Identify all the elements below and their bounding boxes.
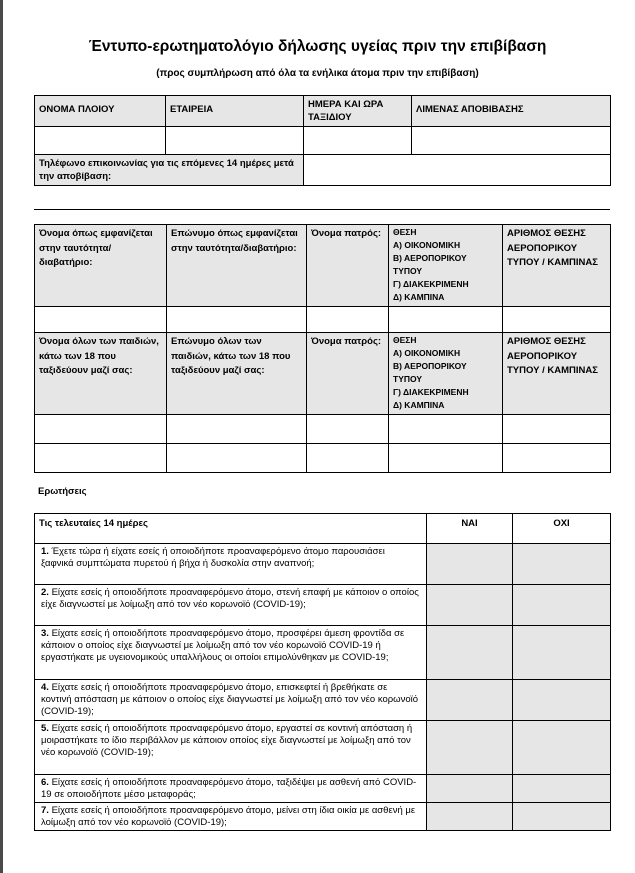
child-first-name-field[interactable]: [35, 444, 167, 473]
adult-last-name-header: Επώνυμο όπως εμφανίζεται στην ταυτότητα/διαβατήριο:: [167, 225, 307, 307]
question-1-yes[interactable]: [427, 544, 513, 585]
children-first-name-header: Όνομα όλων των παιδιών, κάτω των 18 που ταξιδεύουν μαζί σας:: [35, 333, 167, 415]
seat-option: Α) ΟΙΚΟΝΟΜΙΚΗ: [393, 240, 461, 250]
questions-heading: Ερωτήσεις: [38, 486, 87, 497]
adult-father-name-field[interactable]: [307, 307, 389, 333]
question-3-no[interactable]: [513, 626, 611, 680]
ship-name-field[interactable]: [35, 127, 166, 155]
question-2-no[interactable]: [513, 585, 611, 626]
trip-date-field[interactable]: [304, 127, 412, 155]
seat-option: Δ) ΚΑΜΠΙΝΑ: [393, 292, 445, 302]
question-text: Είχατε εσείς ή οποιοδήποτε προαναφερόμενο άτομο, μείνει στη ίδια οικία με ασθενή με λοίμωξη από τον νέο κορωνοϊό (COVID-19);: [41, 805, 416, 828]
child-father-name-field[interactable]: [307, 444, 389, 473]
question-1: 1. Έχετε τώρα ή είχατε εσείς ή οποιοδήποτε προαναφερόμενο άτομο παρουσιάσει ξαφνικά συμπτώματα πυρετού ή βήχα ή δυσκολία στην αναπνοή;: [35, 544, 427, 585]
company-field[interactable]: [166, 127, 304, 155]
children-father-name-header: Όνομα πατρός:: [307, 333, 389, 415]
question-5: 5. Είχατε εσείς ή οποιοδήποτε προαναφερόμενο άτομο, εργαστεί σε κοντινή απόσταση ή μοιραστήκατε το ίδιο περιβάλλον με κάποιον οποίος είχε διαγνωστεί με λοίμωξη από τον νέο κορωνοϊό (COVID-19);: [35, 721, 427, 775]
question-7: 7. Είχατε εσείς ή οποιοδήποτε προαναφερόμενο άτομο, μείνει στη ίδια οικία με ασθενή με λοίμωξη από τον νέο κορωνοϊό (COVID-19);: [35, 803, 427, 831]
adult-seat-class-header: [389, 225, 503, 307]
passenger-table: [34, 224, 611, 473]
seat-option: Γ) ΔΙΑΚΕΚΡΙΜΕΝΗ: [393, 387, 469, 397]
period-header: Τις τελευταίες 14 ημέρες: [35, 514, 427, 544]
adult-seat-number-field[interactable]: [503, 307, 611, 333]
child-first-name-field[interactable]: [35, 415, 167, 444]
child-seat-number-field[interactable]: [503, 444, 611, 473]
question-text: Είχατε εσείς ή οποιοδήποτε προαναφερόμενο άτομο, εργαστεί σε κοντινή απόσταση ή μοιραστήκατε το ίδιο περιβάλλον με κάποιον οποίος είχε διαγνωστεί με λοίμωξη από τον νέο κορωνοϊό (COVID-19);: [41, 723, 413, 758]
seat-option: Β) ΑΕΡΟΠΟΡΙΚΟΥ ΤΥΠΟΥ: [393, 253, 467, 276]
question-5-yes[interactable]: [427, 721, 513, 775]
question-7-no[interactable]: [513, 803, 611, 831]
seat-option: ΘΕΣΗ: [393, 227, 417, 237]
question-4-yes[interactable]: [427, 680, 513, 721]
question-2-yes[interactable]: [427, 585, 513, 626]
phone-label: Τηλέφωνο επικοινωνίας για τις επόμενες 14 ημέρες μετά την αποβίβαση:: [35, 155, 304, 186]
question-text: Είχατε εσείς ή οποιοδήποτε προαναφερόμενο άτομο, προσφέρει άμεση φροντίδα σε κάποιον ο οποίος είχε διαγνωστεί με λοίμωξη από τον νέο κορωνοϊό COVID-19 ή εργαστήκατε με υγειονομικούς υπαλλήλους οι οποίοι επιμολύνθηκαν με COVID-19;: [41, 628, 405, 663]
company-header: ΕΤΑΙΡΕΙΑ: [166, 96, 304, 127]
seat-option: Α) ΟΙΚΟΝΟΜΙΚΗ: [393, 348, 461, 358]
no-header: ΟΧΙ: [513, 514, 611, 544]
question-text: Έχετε τώρα ή είχατε εσείς ή οποιοδήποτε προαναφερόμενο άτομο παρουσιάσει ξαφνικά συμπτώματα πυρετού ή βήχα ή δυσκολία στην αναπνοή;: [41, 546, 385, 569]
question-6-yes[interactable]: [427, 775, 513, 803]
children-last-name-header: Επώνυμο όλων των παιδιών, κάτω των 18 που ταξιδεύουν μαζί σας:: [167, 333, 307, 415]
seat-option: Β) ΑΕΡΟΠΟΡΙΚΟΥ ΤΥΠΟΥ: [393, 361, 467, 384]
ship-name-header: ΟΝΟΜΑ ΠΛΟΙΟΥ: [35, 96, 166, 127]
adult-seat-class-field[interactable]: [389, 307, 503, 333]
section-divider: [34, 209, 610, 210]
child-seat-number-field[interactable]: [503, 415, 611, 444]
trip-info-table: [34, 95, 611, 186]
question-4: 4. Είχατε εσείς ή οποιοδήποτε προαναφερόμενο άτομο, επισκεφτεί ή βρεθήκατε σε κοντινή απόσταση με κάποιον ο οποίος είχε διαγνωστεί με λοίμωξη από τον νέο κορωνοϊό (COVID-19);: [35, 680, 427, 721]
seat-option: ΘΕΣΗ: [393, 335, 417, 345]
adult-last-name-field[interactable]: [167, 307, 307, 333]
question-6-no[interactable]: [513, 775, 611, 803]
question-2: 2. Είχατε εσείς ή οποιοδήποτε προαναφερόμενο άτομο, στενή επαφή με κάποιον ο οποίος είχε διαγνωστεί με λοίμωξη από τον νέο κορωνοϊό (COVID-19);: [35, 585, 427, 626]
seat-option: Γ) ΔΙΑΚΕΚΡΙΜΕΝΗ: [393, 279, 469, 289]
question-1-no[interactable]: [513, 544, 611, 585]
child-seat-class-field[interactable]: [389, 415, 503, 444]
question-3-yes[interactable]: [427, 626, 513, 680]
phone-field[interactable]: [304, 155, 611, 186]
yes-header: ΝΑΙ: [427, 514, 513, 544]
adult-father-name-header: Όνομα πατρός:: [307, 225, 389, 307]
child-last-name-field[interactable]: [167, 444, 307, 473]
question-4-no[interactable]: [513, 680, 611, 721]
child-seat-class-field[interactable]: [389, 444, 503, 473]
port-header: ΛΙΜΕΝΑΣ ΑΠΟΒΙΒΑΣΗΣ: [412, 96, 611, 127]
question-text: Είχατε εσείς ή οποιοδήποτε προαναφερόμενο άτομο, επισκεφτεί ή βρεθήκατε σε κοντινή απόσταση με κάποιον ο οποίος είχε διαγνωστεί με λοίμωξη από τον νέο κορωνοϊό (COVID-19);: [41, 682, 419, 717]
question-6: 6. Είχατε εσείς ή οποιοδήποτε προαναφερόμενο άτομο, ταξιδέψει με ασθενή από COVID-19 σε οποιοδήποτε μέσο μεταφοράς;: [35, 775, 427, 803]
adult-first-name-header: Όνομα όπως εμφανίζεται στην ταυτότητα/ διαβατήριο:: [35, 225, 167, 307]
question-7-yes[interactable]: [427, 803, 513, 831]
children-seat-class-header: [389, 333, 503, 415]
form-title: Έντυπο-ερωτηματολόγιο δήλωσης υγείας πριν την επιβίβαση: [88, 38, 547, 55]
question-5-no[interactable]: [513, 721, 611, 775]
child-last-name-field[interactable]: [167, 415, 307, 444]
trip-date-header: ΗΜΕΡΑ ΚΑΙ ΩΡΑ ΤΑΞΙΔΙΟΥ: [304, 96, 412, 127]
page-edge-line: [0, 0, 3, 873]
child-father-name-field[interactable]: [307, 415, 389, 444]
question-text: Είχατε εσείς ή οποιοδήποτε προαναφερόμενο άτομο, στενή επαφή με κάποιον ο οποίος είχε διαγνωστεί με λοίμωξη από τον νέο κορωνοϊό (COVID-19);: [41, 587, 419, 610]
question-3: 3. Είχατε εσείς ή οποιοδήποτε προαναφερόμενο άτομο, προσφέρει άμεση φροντίδα σε κάποιον ο οποίος είχε διαγνωστεί με λοίμωξη από τον νέο κορωνοϊό COVID-19 ή εργαστήκατε με υγειονομικούς υπαλλήλους οι οποίοι επιμολύνθηκαν με COVID-19;: [35, 626, 427, 680]
children-seat-number-header: ΑΡΙΘΜΟΣ ΘΕΣΗΣ ΑΕΡΟΠΟΡΙΚΟΥ ΤΥΠΟΥ / ΚΑΜΠΙΝΑΣ: [503, 333, 611, 415]
question-text: Είχατε εσείς ή οποιοδήποτε προαναφερόμενο άτομο, ταξιδέψει με ασθενή από COVID-19 σε οποιοδήποτε μέσο μεταφοράς;: [41, 777, 417, 800]
questions-table: [34, 513, 611, 831]
port-field[interactable]: [412, 127, 611, 155]
seat-option: Δ) ΚΑΜΠΙΝΑ: [393, 400, 445, 410]
adult-seat-number-header: ΑΡΙΘΜΟΣ ΘΕΣΗΣ ΑΕΡΟΠΟΡΙΚΟΥ ΤΥΠΟΥ / ΚΑΜΠΙΝΑΣ: [503, 225, 611, 307]
adult-first-name-field[interactable]: [35, 307, 167, 333]
form-subtitle: (προς συμπλήρωση από όλα τα ενήλικα άτομα πριν την επιβίβαση): [156, 68, 479, 79]
